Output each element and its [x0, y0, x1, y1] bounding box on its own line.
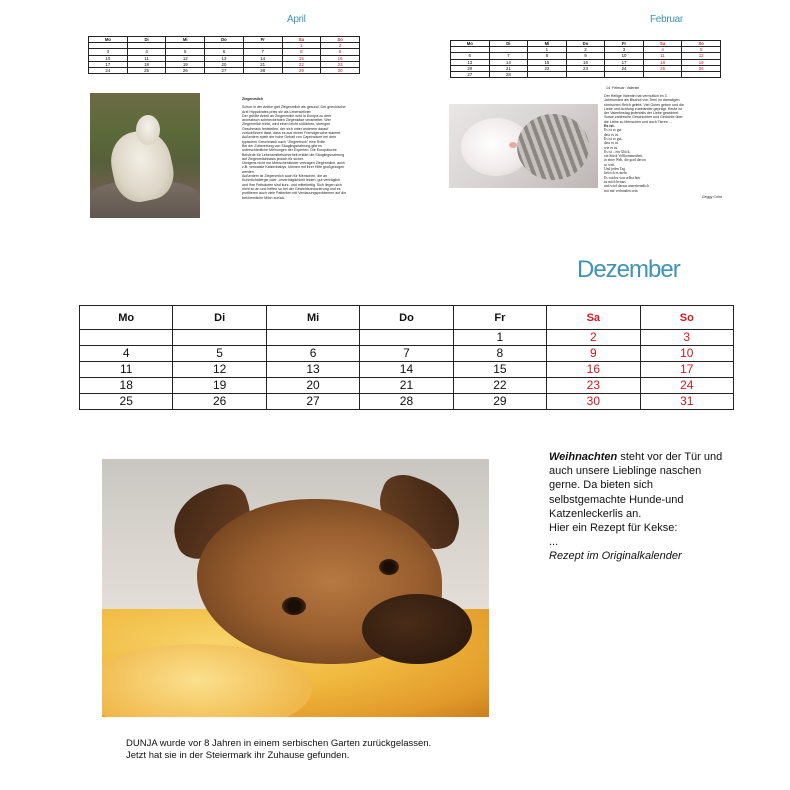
text-line: römischen Reich gelebt. Viel Gutes geben und die	[604, 102, 684, 107]
calendar-day-cell: 28	[360, 394, 453, 410]
calendar-day-cell: 14	[243, 55, 282, 61]
calendar-day-cell: 10	[89, 55, 128, 61]
calendar-day-cell: 12	[166, 55, 205, 61]
calendar-day-cell: 13	[451, 59, 490, 65]
calendar-day-cell: 28	[243, 68, 282, 74]
calendar-day-cell: 25	[127, 68, 166, 74]
calendar-day-cell: 8	[453, 346, 546, 362]
calendar-day-cell	[605, 72, 644, 78]
calendar-day-cell: 1	[528, 47, 567, 53]
calendar-day-cell: 10	[640, 346, 733, 362]
calendar-day-cell: 12	[173, 362, 266, 378]
text-line: ist mich heraus	[604, 179, 626, 184]
text-line: mit mir verbunden sein.	[604, 188, 639, 193]
april-calendar	[88, 36, 360, 74]
dezember-weekday-row	[80, 306, 734, 330]
calendar-day-cell: 1	[282, 43, 321, 49]
calendar-day-cell: 30	[547, 394, 640, 410]
calendar-day-cell: 18	[127, 61, 166, 67]
calendar-day-cell: 15	[453, 362, 546, 378]
calendar-day-cell: 19	[166, 61, 205, 67]
calendar-day-cell: 17	[605, 59, 644, 65]
weekday-header: Mi	[166, 37, 205, 43]
calendar-day-cell: 4	[80, 346, 173, 362]
calendar-day-cell	[566, 72, 605, 78]
calendar-day-cell	[528, 72, 567, 78]
calendar-day-cell: 27	[451, 72, 490, 78]
calendar-day-cell: 30	[321, 68, 360, 74]
calendar-day-cell: 11	[127, 55, 166, 61]
calendar-day-cell: 5	[173, 346, 266, 362]
calendar-day-cell: 20	[266, 378, 359, 394]
text-line: Arzt Hippokrates pries sie als Lebenselixier.	[242, 109, 312, 114]
weekday-header: Di	[173, 306, 266, 330]
text-line: Kuhmilchallergie oder -unverträglichkeit leiden, gut verträglich	[242, 178, 341, 183]
calendar-week-row	[80, 378, 734, 394]
text-line: Jetzt hat sie in der Steiermark ihr Zuhause gefunden.	[126, 750, 350, 762]
text-line: zurückführen lässt, dass es aus einem Fremdgeruche stammt.	[242, 131, 342, 136]
weekday-header: Mo	[80, 306, 173, 330]
calendar-day-cell: 4	[643, 47, 682, 53]
text-line: Liebe und Achtung zueinander geprägt. Heute ist	[604, 106, 682, 111]
calendar-day-cell: 16	[547, 362, 640, 378]
calendar-day-cell: 21	[243, 61, 282, 67]
calendar-day-cell: 15	[282, 55, 321, 61]
calendar-day-cell: 9	[547, 346, 640, 362]
text-line: Hier ein Rezept für Kekse:	[549, 522, 678, 535]
calendar-week-row	[80, 362, 734, 378]
text-line: Es wächst von selbst hier	[604, 175, 641, 180]
text-line: DUNJA wurde vor 8 Jahren in einem serbischen Garten zurückgelassen.	[126, 738, 432, 749]
calendar-day-cell: 25	[80, 394, 173, 410]
weekday-header: Mi	[266, 306, 359, 330]
goat-photo	[90, 93, 200, 218]
text-line: werden.	[242, 169, 255, 174]
februar-intro	[604, 94, 722, 124]
text-line: z.B. verwaiste Katzenbabys, können mit ihrer Hilfe großgezogen	[242, 165, 345, 170]
dezember-title: Dezember	[577, 256, 680, 283]
calendar-day-cell: 3	[605, 47, 644, 53]
text-line: typischen Geschmack nach "Ziegenbock" eine Rolle.	[242, 139, 327, 144]
text-line: aromatisch schmeckenden Ziegenkäse verarbeitet. Wer	[242, 118, 331, 123]
calendar-day-cell: 20	[205, 61, 244, 67]
calendar-day-cell: 22	[528, 65, 567, 71]
text-line: bekömmliche Milch zurück.	[242, 195, 286, 200]
weekday-header: Sa	[282, 37, 321, 43]
weekday-header: Mo	[451, 41, 490, 47]
text-line: selbstgemachte Hunde-und	[549, 493, 684, 506]
calendar-day-cell: 16	[321, 55, 360, 61]
weekday-header: Di	[489, 41, 528, 47]
calendar-day-cell: 12	[682, 53, 721, 59]
dezember-text-closing: Rezept im Originalkalender	[549, 550, 682, 563]
text-line: Der größte Anteil an Ziegenmilch wird in Europa zu dem	[242, 113, 332, 118]
dezember-text-body	[549, 464, 749, 549]
calendar-day-cell	[266, 330, 359, 346]
calendar-day-cell: 19	[682, 59, 721, 65]
calendar-day-cell: 7	[243, 49, 282, 55]
calendar-day-cell: 22	[282, 61, 321, 67]
calendar-day-cell	[173, 330, 266, 346]
calendar-day-cell: 4	[127, 49, 166, 55]
calendar-day-cell: 18	[80, 378, 173, 394]
calendar-week-row	[80, 330, 734, 346]
text-line: Übrigens nicht nur Menschenkinder vertragen Ziegenmilch, auch	[242, 161, 345, 166]
calendar-day-cell: 26	[682, 65, 721, 71]
calendar-day-cell: 6	[266, 346, 359, 362]
calendar-day-cell: 28	[489, 72, 528, 78]
text-line: Der Heilige Valentin hat vermutlich im 3.	[604, 94, 668, 98]
text-line: so weit.	[604, 162, 616, 167]
text-line: lieb ich es mehr	[604, 171, 627, 176]
calendar-day-cell: 25	[643, 65, 682, 71]
calendar-day-cell: 1	[453, 330, 546, 346]
dog-photo	[102, 459, 489, 717]
calendar-week-row	[451, 72, 721, 78]
april-article-heading: Ziegenmilch	[242, 97, 263, 101]
text-line: Geschmack feststellen, der sich unter anderem darauf	[242, 126, 329, 131]
calendar-day-cell: 20	[451, 65, 490, 71]
calendar-day-cell: 6	[205, 49, 244, 55]
calendar-day-cell: 2	[547, 330, 640, 346]
text-line: Sowie zahlreiche Geschichten und Gedichte über	[604, 115, 683, 120]
text-line: ...	[549, 536, 559, 549]
text-line: Katzenleckerlis an.	[549, 507, 642, 520]
text-line: ein Stück Vollkommenheit,	[604, 154, 644, 159]
calendar-day-cell: 6	[451, 53, 490, 59]
calendar-day-cell: 23	[321, 61, 360, 67]
calendar-day-cell: 11	[80, 362, 173, 378]
weekday-header: Fr	[243, 37, 282, 43]
weekday-header: Mi	[528, 41, 567, 47]
calendar-day-cell: 2	[566, 47, 605, 53]
calendar-day-cell: 24	[89, 68, 128, 74]
calendar-day-cell: 27	[205, 68, 244, 74]
text-line: auf Ziegenmilchbasis jedoch für sicher.	[242, 156, 304, 161]
calendar-day-cell: 5	[682, 47, 721, 53]
februar-days	[451, 47, 721, 78]
februar-poem-title: Es ist.	[604, 124, 615, 129]
text-line: Es ist so gut,	[604, 136, 623, 141]
calendar-day-cell: 19	[173, 378, 266, 394]
calendar-day-cell: 24	[605, 65, 644, 71]
weekday-header: Fr	[605, 41, 644, 47]
calendar-day-cell: 9	[321, 49, 360, 55]
text-line: dass es ist	[604, 141, 619, 146]
weekday-header: So	[640, 306, 733, 330]
weekday-header: Do	[360, 306, 453, 330]
text-line: und ihre Fettsäuren sind kurz- und mittelkettig. Sich liegen sich	[242, 182, 342, 187]
text-line: Es ist – ein Glück,	[604, 149, 631, 154]
calendar-day-cell	[682, 72, 721, 78]
text-line: und wird daraus unzertrennlich	[604, 184, 649, 189]
calendar-day-cell	[360, 330, 453, 346]
weekday-header: Do	[566, 41, 605, 47]
calendar-week-row	[80, 346, 734, 362]
calendar-day-cell: 5	[166, 49, 205, 55]
kittens-photo	[449, 104, 598, 188]
weekday-header: Do	[205, 37, 244, 43]
calendar-day-cell: 26	[173, 394, 266, 410]
text-line: wie es ist	[604, 145, 618, 150]
februar-poem-author: Geggy Cohn	[701, 194, 722, 199]
calendar-week-row	[80, 394, 734, 410]
calendar-week-row	[89, 68, 360, 74]
weekday-header: Di	[127, 37, 166, 43]
dezember-text	[549, 450, 749, 564]
text-line: Außerdem ist Ziegenmilch auch für Menschen, die an	[242, 174, 328, 179]
calendar-day-cell: 29	[282, 68, 321, 74]
weekday-header: Sa	[643, 41, 682, 47]
calendar-day-cell: 29	[453, 394, 546, 410]
dezember-text-lead: Weihnachten	[549, 451, 618, 463]
calendar-day-cell: 15	[528, 59, 567, 65]
text-line: Ziegenmilch trinkt, wird einen leicht süßlichen, strengen	[242, 122, 331, 127]
calendar-day-cell: 14	[489, 59, 528, 65]
text-line: gerne. Da bieten sich	[549, 479, 653, 492]
calendar-day-cell: 17	[89, 61, 128, 67]
april-article	[242, 97, 360, 200]
dezember-text-lead-rest: steht vor der Tür und	[617, 451, 723, 463]
dog-caption	[126, 738, 431, 763]
calendar-day-cell: 16	[566, 59, 605, 65]
weekday-header: So	[321, 37, 360, 43]
calendar-day-cell: 8	[282, 49, 321, 55]
calendar-day-cell	[643, 72, 682, 78]
calendar-day-cell: 10	[605, 53, 644, 59]
calendar-day-cell: 9	[566, 53, 605, 59]
calendar-day-cell: 24	[640, 378, 733, 394]
text-line: Außerdem spielt der hohe Gehalt von Caprinsäure bei dem	[242, 135, 337, 140]
text-line: profitieren auch viele Patienten mit Verdauungsproblemen auf die	[242, 191, 347, 196]
calendar-day-cell: 8	[528, 53, 567, 59]
calendar-day-cell: 2	[321, 43, 360, 49]
weekday-header: Sa	[547, 306, 640, 330]
calendar-day-cell: 3	[640, 330, 733, 346]
calendar-day-cell: 17	[640, 362, 733, 378]
februar-date-note: 14. Februar: Valentin	[606, 86, 640, 90]
calendar-day-cell: 31	[640, 394, 733, 410]
calendar-day-cell: 21	[360, 378, 453, 394]
dezember-days	[80, 330, 734, 410]
text-line: Schon in der Antike galt Ziegenmilch als gesund. Der griechische	[242, 105, 346, 110]
text-line: Und jeden Tag	[604, 167, 626, 172]
text-line: Jahrhundert als Bischof von Terni im damaligen	[604, 98, 680, 103]
calendar-day-cell: 22	[453, 378, 546, 394]
text-line: dass es ist	[604, 132, 619, 137]
calendar-day-cell: 23	[547, 378, 640, 394]
calendar-day-cell: 21	[489, 65, 528, 71]
text-line: nicht so an und helfen so bei der Gewichtsreduzierung und es	[242, 186, 341, 191]
text-line: Behörde für Lebensmittelsicherheit erklärt die Säuglingsnahrung	[242, 152, 345, 157]
calendar-day-cell	[80, 330, 173, 346]
calendar-day-cell: 3	[89, 49, 128, 55]
februar-article	[604, 94, 722, 199]
calendar-day-cell: 13	[266, 362, 359, 378]
calendar-day-cell: 26	[166, 68, 205, 74]
calendar-day-cell: 23	[566, 65, 605, 71]
april-article-body	[242, 105, 360, 200]
calendar-day-cell: 14	[360, 362, 453, 378]
calendar-day-cell: 7	[489, 53, 528, 59]
calendar-day-cell: 27	[266, 394, 359, 410]
dezember-calendar	[79, 305, 734, 410]
weekday-header: Fr	[453, 306, 546, 330]
calendar-day-cell: 18	[643, 59, 682, 65]
text-line: der Valentinstag jedenfalls der Liebe gewidmet.	[604, 111, 680, 116]
text-line: Bei der Zubereitung von Säuglingsnahrung gibt es	[242, 143, 322, 148]
februar-poem	[604, 128, 722, 192]
calendar-day-cell: 7	[360, 346, 453, 362]
weekday-header: So	[682, 41, 721, 47]
februar-calendar	[450, 40, 721, 78]
calendar-day-cell: 11	[643, 53, 682, 59]
februar-title: Februar	[650, 14, 683, 25]
april-title: April	[287, 14, 306, 25]
april-days	[89, 43, 360, 74]
text-line: Es ist so gut	[604, 128, 622, 133]
calendar-day-cell: 13	[205, 55, 244, 61]
text-line: auch unsere Lieblinge naschen	[549, 465, 702, 478]
weekday-header: Mo	[89, 37, 128, 43]
text-line: in einer Welt, die grad davon	[604, 158, 646, 163]
text-line: die Liebe zu Menschen und auch Tieren ...	[604, 119, 672, 124]
text-line: unterschiedliche Meinungen der Experten. Die Europäische	[242, 148, 337, 153]
